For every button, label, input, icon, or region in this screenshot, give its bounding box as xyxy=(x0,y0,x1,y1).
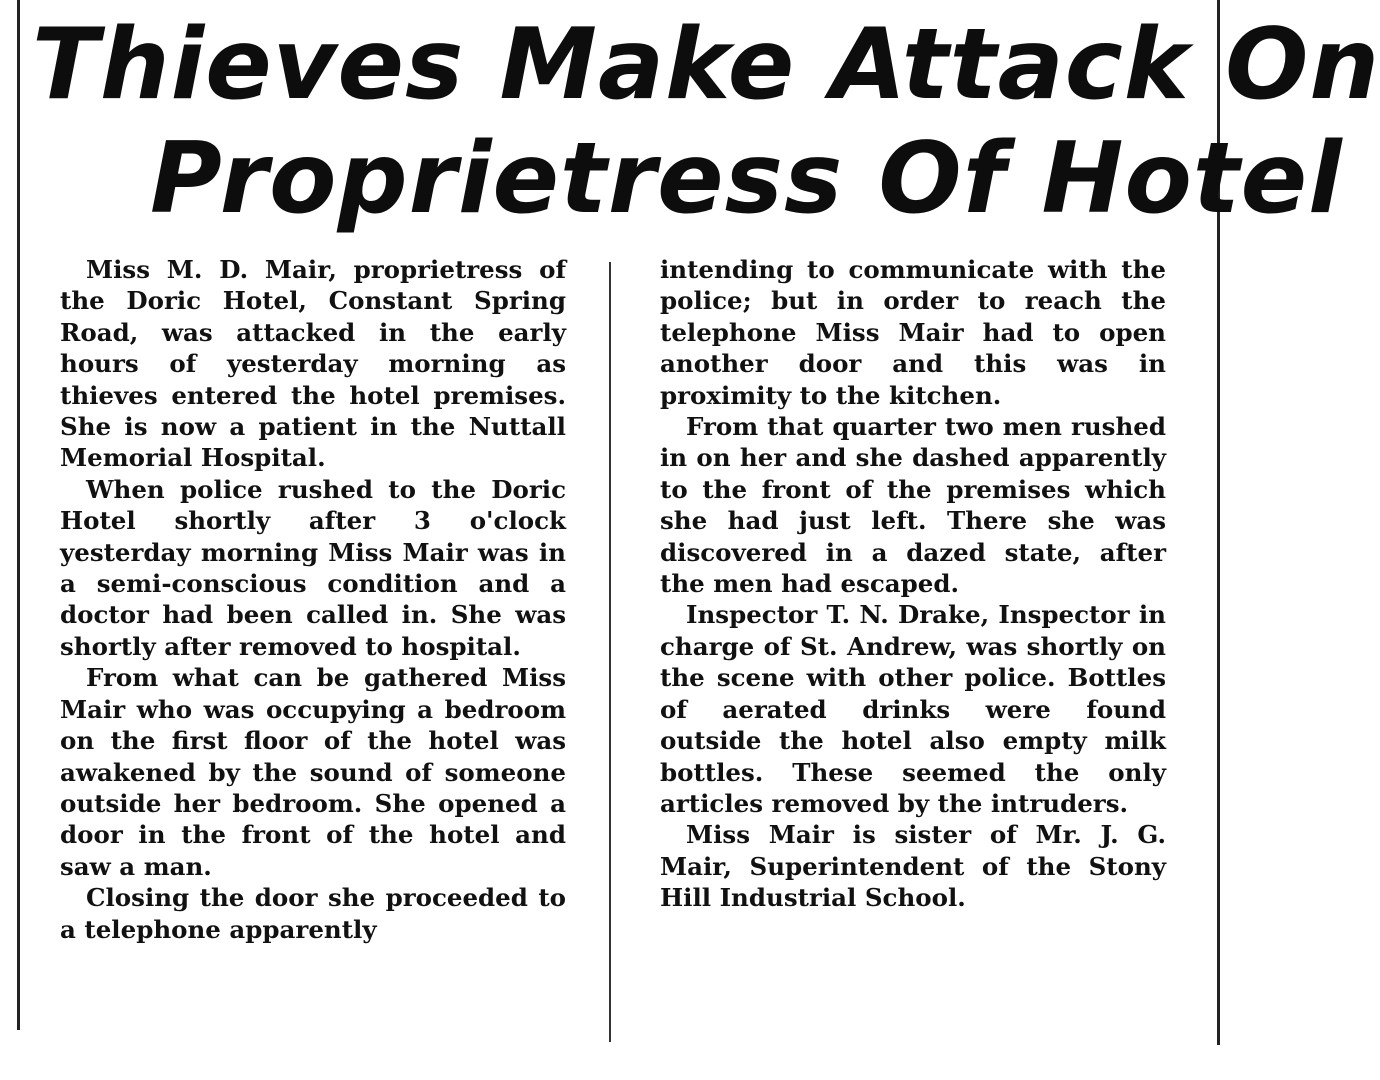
article-column-2 xyxy=(660,254,1166,914)
article-column-1 xyxy=(60,254,566,945)
center-column-rule xyxy=(609,262,611,1042)
paragraph-continued: intending to communicate with the police; but in order to reach the telephone Miss Mair had to open another door and this was in proximity to the kitchen. xyxy=(660,255,1166,410)
paragraph: Closing the door she proceeded to a telephone apparently xyxy=(60,883,566,944)
paragraph: From what can be gathered Miss Mair who was occupying a bedroom on the first floor of the hotel was awakened by the sound of someone outside her bedroom. She opened a door in the front of the hotel and saw a man. xyxy=(60,663,566,881)
headline-line-2: Proprietress Of Hotel xyxy=(150,122,1343,236)
paragraph: When police rushed to the Doric Hotel shortly after 3 o'clock yesterday morning Miss Mair was in a semi-conscious condition and a doctor had been called in. She was shortly after removed to hospital. xyxy=(60,474,566,661)
headline-line-1: Thieves Make Attack On xyxy=(32,8,1380,122)
left-column-rule xyxy=(17,0,20,1030)
paragraph: From that quarter two men rushed in on her and she dashed apparently to the front of the premises which she had just left. There she was discovered in a dazed state, after the men had escaped. xyxy=(660,412,1166,599)
paragraph: Miss Mair is sister of Mr. J. G. Mair, Superintendent of the Stony Hill Industrial School. xyxy=(660,820,1166,913)
paragraph: Miss M. D. Mair, proprietress of the Doric Hotel, Constant Spring Road, was attacked in the early hours of yesterday morning as thieves entered the hotel premises. She is now a patient in the Nuttall Memorial Hospital. xyxy=(60,255,566,473)
paragraph: Inspector T. N. Drake, Inspector in charge of St. Andrew, was shortly on the scene with other police. Bottles of aerated drinks were found outside the hotel also empty milk bottles. These seemed the only articles removed by the intruders. xyxy=(660,600,1166,818)
